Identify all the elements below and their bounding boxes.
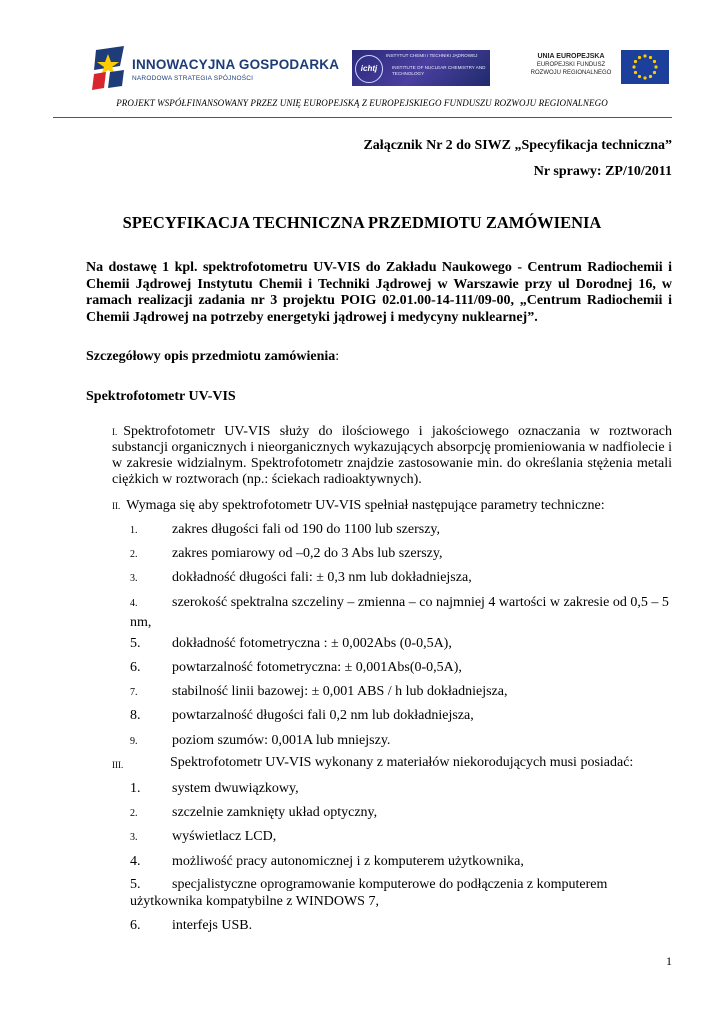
list-item [130,682,672,702]
list-item-number: 3. [130,573,138,584]
page-title: SPECYFIKACJA TECHNICZNA PRZEDMIOTU ZAMÓWIENIA [122,213,602,232]
eu-label: UNIA EUROPEJSKA [537,53,605,60]
list-item-number: 1. [130,781,141,796]
list-item-number: 9. [130,736,138,747]
detail-heading-text: Szczegółowy opis przedmiotu zamówienia [86,349,336,364]
list-item-number: 5. [130,877,141,892]
list-item [130,779,672,798]
list-item-text: zakres długości fali od 190 do 1100 lub szerszy, [172,522,441,537]
section-2-number: II. [112,501,121,511]
list-item-number: 4. [130,598,138,609]
case-number: Nr sprawy: ZP/10/2011 [533,164,672,179]
list-item [130,568,672,588]
subject-heading: Spektrofotometr UV-VIS [86,389,236,404]
list-item-number: 4. [130,854,141,869]
list-item-number: 2. [130,808,138,819]
list-item [130,916,672,935]
project-cofinancing-note: PROJEKT WSPÓŁFINANSOWANY PRZEZ UNIĘ EUROPEJSKĄ Z EUROPEJSKIEGO FUNDUSZU ROZWOJU REGIONALNEGO [116,98,608,108]
list-item-number: 6. [130,660,141,675]
page-number: 1 [666,954,672,968]
section-3-number: III. [112,760,124,770]
list-item-text: zakres pomiarowy od –0,2 do 3 Abs lub szerszy, [172,546,443,561]
section-1-text: Spektrofotometr UV-VIS służy do ilościowego i jakościowego oznaczania w roztworach substancji organicznych i nieorganicznych wykazujących absorpcję promieniowania w nadfiolecie i w zakresie widzialnym. Spektrofotometr znajdzie zastosowanie min. do określania stężenia metali ciężkich w roztworach (np.: ściekach radioaktywnych). [112,424,672,487]
list-item-text: dokładność fotometryczna : ± 0,002Abs (0-0,5A), [172,636,452,651]
list-item-text: wyświetlacz LCD, [172,829,277,844]
ichtj-emblem: ichtj [355,55,383,83]
intro-paragraph: Na dostawę 1 kpl. spektrofotometru UV-VIS do Zakładu Naukowego - Centrum Radiochemii i Chemii Jądrowej Instytutu Chemii i Techniki Jądrowej w Warszawie przy ul Dorodnej 16, w ramach realizacji zadania nr 3 projektu POIG 02.01.00-14-111/09-00, „Centrum Radiochemii i Chemii Jądrowej na potrzeby energetyki jądrowej i medycyny nuklearnej”. [86,260,672,325]
section-1 [112,424,672,488]
list-item-text: dokładność długości fali: ± 0,3 nm lub dokładniejsza, [172,570,472,585]
list-item-text: specjalistyczne oprogramowanie komputerowe do podłączenia z komputerem użytkownika kompatybilne z WINDOWS 7, [130,877,608,909]
eu-flag-icon [621,50,669,84]
list-item [130,593,672,632]
section-3-text: Spektrofotometr UV-VIS wykonany z materiałów niekorodujących musi posiadać: [170,755,634,770]
ichtj-logo [352,50,490,86]
list-item [130,876,672,910]
eu-fund-label: EUROPEJSKI FUNDUSZ [536,62,606,68]
innowacyjna-gospodarka-logo [90,44,340,92]
list-item-text: poziom szumów: 0,001A lub mniejszy. [172,733,391,748]
list-item [130,706,672,725]
list-item-number: 3. [130,832,138,843]
list-item-number: 7. [130,687,138,698]
list-item [130,803,672,823]
section-2 [112,498,672,514]
list-item-number: 2. [130,549,138,560]
ig-name: INNOWACYJNA GOSPODARKA [132,57,340,72]
list-item [130,544,672,564]
header-divider [53,117,672,118]
list-item [130,827,672,847]
detail-heading [86,349,339,365]
list-item [130,634,672,653]
list-item-text: powtarzalność fotometryczna: ± 0,001Abs(0-0,5A), [172,660,462,675]
list-item-text: szerokość spektralna szczeliny – zmienna – co najmniej 4 wartości w zakresie od 0,5 – 5 nm, [130,595,669,630]
list-item [130,852,672,871]
list-item-text: interfejs USB. [172,918,253,933]
list-item-text: szczelnie zamknięty układ optyczny, [172,805,378,820]
attachment-label: Załącznik Nr 2 do SIWZ „Specyfikacja techniczna” [363,138,672,153]
list-item-number: 6. [130,918,141,933]
ichtj-name-en: INSTITUTE OF NUCLEAR CHEMISTRY AND TECHNOLOGY [392,65,486,76]
list-item-text: system dwuwiązkowy, [172,781,299,796]
list-item-text: powtarzalność długości fali 0,2 nm lub dokładniejsza, [172,708,474,723]
section-1-number: I. [112,427,118,437]
star-flag-icon [90,44,130,92]
ig-subtitle: NARODOWA STRATEGIA SPÓJNOŚCI [132,75,254,82]
list-item-number: 8. [130,708,141,723]
list-item-text: możliwość pracy autonomicznej i z komputerem użytkownika, [172,854,524,869]
section-2-text: Wymaga się aby spektrofotometr UV-VIS spełniał następujące parametry techniczne: [126,498,605,513]
detail-heading-colon: : [335,349,340,364]
list-item [130,520,672,540]
eu-logo [525,47,675,89]
list-item [130,658,672,677]
eu-fund-label-2: ROZWOJU REGIONALNEGO [530,70,612,76]
ichtj-name-pl: INSTYTUT CHEMII I TECHNIKI JĄDROWEJ [386,53,478,58]
list-item-number: 5. [130,636,141,651]
list-item-number: 1. [130,525,138,536]
list-item [130,731,672,751]
list-item-text: stabilność linii bazowej: ± 0,001 ABS / h lub dokładniejsza, [172,684,508,699]
